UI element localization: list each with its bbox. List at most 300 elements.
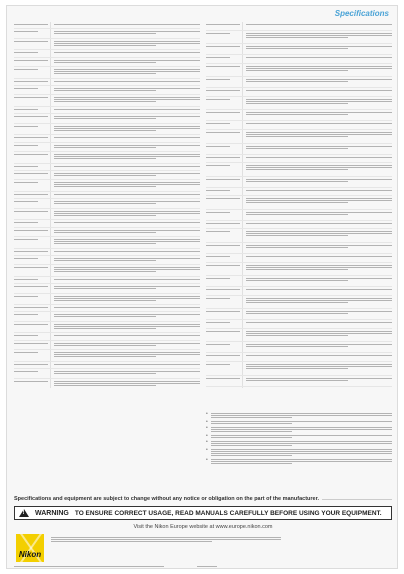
spec-value (50, 249, 200, 255)
spec-label (206, 376, 242, 386)
text-line (14, 24, 48, 25)
text-line (14, 239, 38, 240)
text-line (246, 235, 348, 236)
spec-row (14, 58, 200, 67)
text-line (246, 364, 392, 365)
text-line (54, 41, 200, 42)
text-line (246, 202, 348, 203)
text-line (211, 423, 292, 424)
spec-row (206, 287, 392, 296)
text-line (246, 265, 392, 266)
spec-value (50, 322, 200, 333)
spec-label (14, 152, 50, 163)
spec-row (14, 209, 200, 221)
spec-row (206, 77, 392, 88)
text-line (54, 130, 156, 131)
text-line (14, 314, 38, 315)
bullet-icon: • (206, 425, 208, 431)
spec-label (14, 265, 50, 276)
text-line (14, 88, 38, 89)
text-line (54, 343, 200, 344)
note-text (211, 420, 392, 425)
spec-value (242, 287, 392, 295)
text-line (54, 158, 156, 159)
text-line (54, 90, 156, 91)
text-line (246, 380, 348, 381)
text-line (246, 103, 348, 104)
spec-value (50, 22, 200, 28)
spec-row (14, 29, 200, 38)
text-line (54, 296, 200, 297)
text-line (246, 355, 392, 356)
text-line (54, 335, 200, 336)
text-line (206, 265, 240, 266)
spec-row (14, 220, 200, 227)
spec-value (50, 152, 200, 163)
spec-label (14, 67, 50, 78)
text-line (246, 245, 392, 246)
text-line (246, 101, 392, 102)
text-line (54, 52, 200, 53)
spec-row (14, 265, 200, 277)
spec-row (206, 44, 392, 55)
spec-label (206, 97, 242, 110)
text-line (54, 99, 200, 100)
text-line (211, 421, 392, 422)
text-line (246, 214, 348, 215)
note-text (211, 458, 392, 465)
text-line (246, 90, 392, 91)
text-line (54, 328, 156, 329)
text-line (246, 24, 392, 25)
text-line (54, 316, 156, 317)
spec-value (50, 199, 200, 207)
logo-wordmark: Nikon (18, 550, 42, 559)
spec-label (206, 254, 242, 262)
spec-row (14, 294, 200, 306)
text-line (14, 352, 38, 353)
spec-label (14, 294, 50, 305)
text-line (54, 88, 200, 89)
text-line (54, 381, 200, 382)
spec-label (14, 341, 50, 349)
text-line (14, 201, 38, 202)
spec-value (242, 353, 392, 361)
spec-label (14, 228, 50, 236)
text-line (14, 307, 48, 308)
bullet-icon: • (206, 433, 208, 439)
text-line (54, 286, 200, 287)
spec-row (14, 124, 200, 136)
spec-label (14, 39, 50, 50)
text-line (246, 289, 392, 290)
text-line (246, 132, 392, 133)
spec-value (242, 387, 392, 388)
spec-row (206, 229, 392, 243)
spec-value (242, 22, 392, 30)
spec-label (206, 221, 242, 229)
spec-row (14, 256, 200, 265)
text-line (54, 33, 156, 34)
text-line (246, 212, 392, 213)
spec-label (14, 29, 50, 37)
text-line (211, 453, 392, 454)
spec-row (206, 144, 392, 155)
spec-label (14, 209, 50, 220)
text-line (211, 437, 292, 438)
spec-label (206, 88, 242, 96)
text-line (54, 241, 200, 242)
spec-label (14, 143, 50, 151)
text-line (54, 354, 200, 355)
note-item (206, 440, 392, 447)
spec-label (14, 362, 50, 368)
spec-value (242, 243, 392, 253)
text-line (14, 211, 48, 212)
text-line (14, 182, 38, 183)
text-line (206, 311, 240, 312)
spec-row (14, 284, 200, 293)
text-line (54, 194, 200, 195)
text-line (246, 368, 348, 369)
spec-value (50, 369, 200, 377)
text-line (54, 345, 156, 346)
spec-label (206, 287, 242, 295)
text-line (14, 267, 48, 268)
text-line (14, 343, 48, 344)
text-line (54, 383, 200, 384)
spec-label (206, 155, 242, 163)
text-line (14, 137, 48, 138)
text-line (211, 459, 392, 460)
text-line (54, 137, 200, 138)
text-line (246, 134, 392, 135)
text-line (211, 435, 392, 436)
spec-row (206, 196, 392, 210)
trademark-notes (206, 412, 392, 494)
spec-label (14, 50, 50, 56)
spec-label (206, 177, 242, 187)
spec-row (206, 163, 392, 177)
text-line (206, 298, 230, 299)
text-line (246, 378, 392, 379)
spec-label (14, 333, 50, 339)
text-line (54, 385, 156, 386)
text-line (14, 81, 48, 82)
spec-label (206, 276, 242, 286)
spec-row (206, 221, 392, 230)
text-line (14, 371, 38, 372)
spec-row (206, 188, 392, 197)
text-line (246, 223, 392, 224)
text-line (54, 128, 200, 129)
text-line (14, 116, 48, 117)
spec-value (50, 50, 200, 56)
text-line (246, 269, 348, 270)
text-line (54, 260, 156, 261)
spec-row (206, 376, 392, 387)
text-line (14, 109, 38, 110)
document-code (14, 565, 164, 568)
text-line (54, 147, 156, 148)
page-number-mark (197, 566, 217, 567)
text-line (14, 251, 48, 252)
spec-value (50, 67, 200, 78)
spec-row (14, 67, 200, 79)
text-line (54, 145, 200, 146)
note-item (206, 458, 392, 465)
text-line (54, 101, 156, 102)
text-line (206, 123, 230, 124)
text-line (54, 201, 200, 202)
text-line (54, 71, 200, 72)
spec-row (14, 228, 200, 237)
spec-value (50, 209, 200, 220)
text-line (206, 198, 240, 199)
document-code-line (14, 566, 164, 567)
text-line (246, 331, 392, 332)
spec-value (50, 107, 200, 113)
spec-label (206, 64, 242, 77)
text-line (14, 97, 48, 98)
text-line (54, 352, 200, 353)
spec-row (206, 88, 392, 97)
text-line (54, 269, 200, 270)
warning-icon (19, 509, 29, 517)
text-line (14, 41, 48, 42)
text-line (246, 198, 392, 199)
spec-row (206, 276, 392, 287)
spec-row (14, 192, 200, 199)
spec-label (14, 237, 50, 248)
spec-row (206, 353, 392, 362)
text-line (206, 66, 240, 67)
spec-row (14, 95, 200, 107)
text-line (246, 157, 392, 158)
spec-value (242, 362, 392, 375)
text-line (246, 300, 392, 301)
text-line (206, 245, 240, 246)
spec-value (50, 86, 200, 94)
spec-value (242, 155, 392, 163)
text-line (246, 313, 348, 314)
text-line (14, 31, 38, 32)
text-line (54, 186, 156, 187)
text-line (54, 364, 200, 365)
spec-label (206, 320, 242, 328)
spec-value (242, 263, 392, 276)
spec-label (14, 86, 50, 94)
spec-label (206, 362, 242, 375)
text-line (14, 335, 38, 336)
text-line (206, 322, 230, 323)
spec-value (50, 379, 200, 388)
text-line (54, 300, 156, 301)
spec-table-left (14, 22, 200, 388)
text-line (14, 279, 38, 280)
text-line (54, 182, 200, 183)
spec-label (14, 124, 50, 135)
text-line (14, 381, 48, 382)
spec-row (14, 249, 200, 256)
text-line (211, 417, 292, 418)
spec-row (14, 39, 200, 51)
text-line (246, 311, 392, 312)
text-line (246, 322, 392, 323)
text-line (246, 335, 348, 336)
text-line (246, 114, 348, 115)
text-line (211, 429, 392, 430)
text-line (246, 181, 348, 182)
text-line (206, 378, 240, 379)
warning-label: WARNING (35, 509, 69, 517)
note-item (206, 412, 392, 419)
text-line (14, 296, 38, 297)
spec-row (206, 64, 392, 78)
text-line (246, 66, 392, 67)
text-line (246, 148, 348, 149)
spec-label (14, 79, 50, 85)
spec-row (14, 277, 200, 284)
spec-row (14, 86, 200, 95)
spec-value (242, 64, 392, 77)
text-line (246, 267, 392, 268)
text-line (246, 302, 348, 303)
spec-value (50, 256, 200, 264)
text-line (246, 346, 348, 347)
spec-label (14, 284, 50, 292)
note-item (206, 420, 392, 425)
text-line (211, 443, 392, 444)
change-notice (14, 496, 392, 502)
spec-value (50, 277, 200, 283)
warning-banner (14, 506, 392, 520)
spec-label (14, 220, 50, 226)
spec-row (14, 379, 200, 388)
spec-value (50, 95, 200, 106)
spec-value (50, 228, 200, 236)
spec-value (50, 284, 200, 292)
text-line (54, 271, 156, 272)
text-line (54, 109, 200, 110)
spec-label (206, 329, 242, 342)
spec-label (14, 305, 50, 311)
bullet-icon: • (206, 412, 208, 417)
spec-row (206, 155, 392, 164)
text-line (14, 52, 38, 53)
text-line (246, 167, 392, 168)
text-line (54, 118, 156, 119)
spec-value (242, 121, 392, 129)
spec-label (206, 144, 242, 154)
text-line (54, 243, 156, 244)
text-line (206, 112, 240, 113)
spec-value (242, 77, 392, 87)
text-line (54, 62, 156, 63)
text-line (246, 79, 392, 80)
text-line (206, 331, 240, 332)
spec-row (206, 22, 392, 31)
spec-row (14, 369, 200, 378)
spec-label (206, 31, 242, 44)
bullet-icon: • (206, 457, 208, 463)
text-line (211, 461, 392, 462)
spec-value (242, 221, 392, 229)
text-line (14, 258, 38, 259)
spec-value (242, 44, 392, 54)
page-heading: Specifications (334, 9, 389, 18)
spec-row (14, 143, 200, 152)
spec-label (206, 188, 242, 196)
spec-value (242, 31, 392, 44)
text-line (54, 239, 200, 240)
text-line (206, 278, 230, 279)
text-line (211, 445, 292, 446)
text-line (54, 126, 200, 127)
text-line (246, 256, 392, 257)
text-line (206, 57, 230, 58)
spec-value (242, 210, 392, 220)
spec-label (14, 114, 50, 122)
website-link[interactable]: Visit the Nikon Europe website at www.europe.nikon.com (133, 524, 273, 530)
text-line (54, 43, 200, 44)
spec-value (50, 237, 200, 248)
spec-value (242, 320, 392, 328)
spec-value (50, 79, 200, 85)
text-line (246, 70, 348, 71)
spec-value (50, 58, 200, 66)
page-number (197, 565, 217, 568)
text-line (54, 116, 200, 117)
spec-label (14, 192, 50, 198)
text-line (54, 31, 200, 32)
text-line (246, 231, 392, 232)
spec-label (14, 199, 50, 207)
spec-table-right (206, 22, 392, 388)
text-line (246, 35, 392, 36)
spec-label (206, 130, 242, 143)
spec-label (206, 196, 242, 209)
text-line (206, 190, 230, 191)
note-text (211, 426, 392, 433)
text-line (211, 413, 392, 414)
spec-label (206, 163, 242, 176)
text-line (14, 126, 38, 127)
spec-row (14, 107, 200, 114)
text-line (54, 203, 156, 204)
spec-value (242, 196, 392, 209)
spec-label (14, 135, 50, 141)
spec-label (206, 296, 242, 309)
text-line (246, 37, 348, 38)
spec-label (206, 110, 242, 120)
change-notice-text: Specifications and equipment are subject to change without any notice or obligation on the part of the manufacturer. (14, 496, 319, 502)
text-line (54, 230, 200, 231)
text-line (206, 223, 240, 224)
spec-row (206, 110, 392, 121)
spec-row (206, 55, 392, 64)
spec-label (14, 322, 50, 333)
spec-row (14, 50, 200, 57)
spec-row (14, 22, 200, 29)
text-line (14, 194, 48, 195)
spec-row (14, 199, 200, 208)
text-line (54, 298, 200, 299)
text-line (54, 97, 200, 98)
company-address (51, 536, 281, 543)
bullet-icon: • (206, 439, 208, 445)
spec-label (14, 22, 50, 28)
